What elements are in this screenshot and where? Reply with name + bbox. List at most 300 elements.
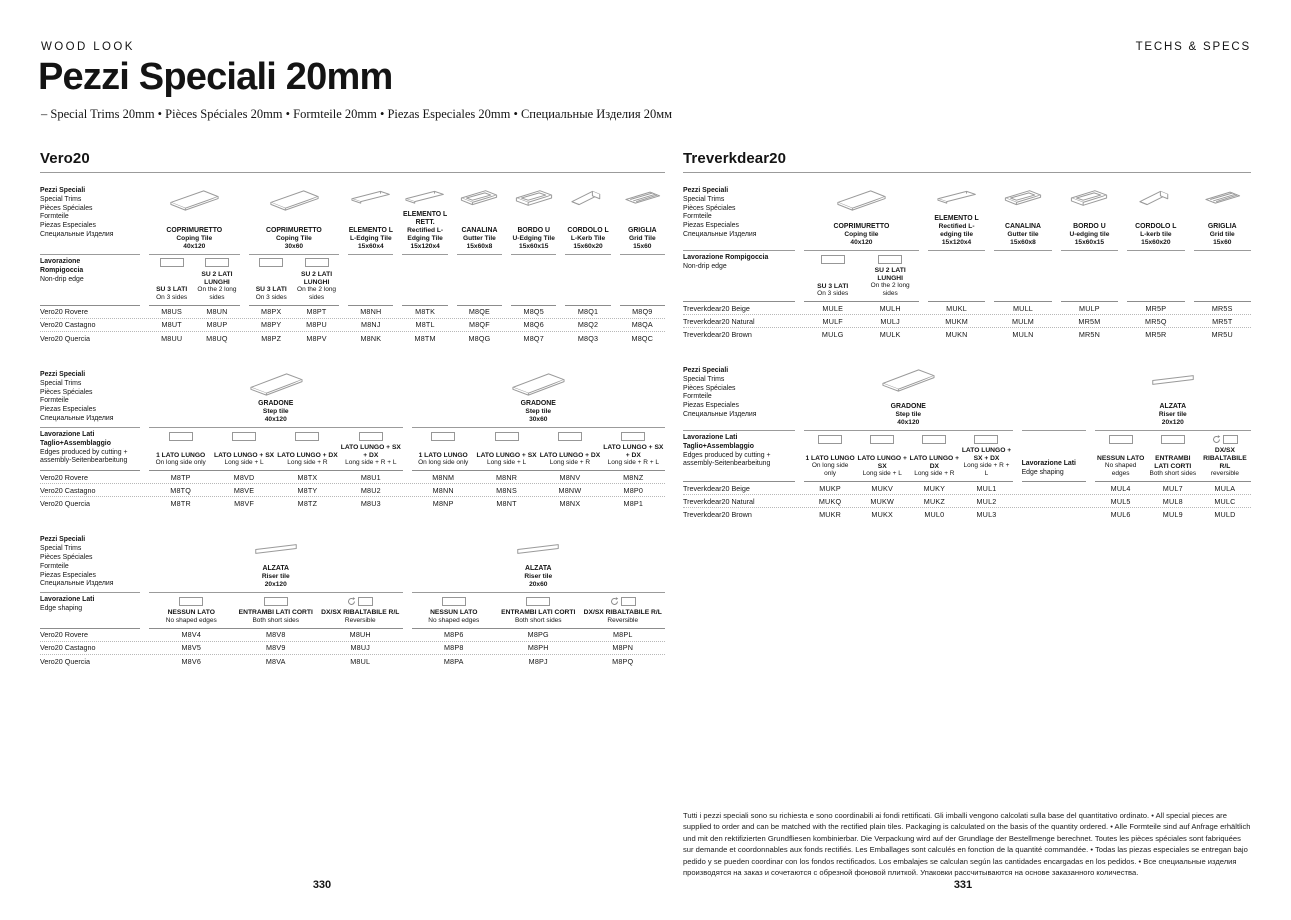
edge-plain-icon <box>259 257 283 269</box>
edge-working-label <box>40 255 140 306</box>
code-group <box>149 630 403 639</box>
product-size: 15x120x4 <box>410 242 440 250</box>
code-group <box>149 473 403 482</box>
code-group <box>457 320 502 329</box>
edge-option-sublabel: Long side + R + L <box>607 459 659 467</box>
edge-options-group <box>511 255 556 306</box>
code-group <box>928 304 985 313</box>
edge-option-label: SU 3 LATI <box>156 286 188 294</box>
edge-option <box>1095 431 1147 482</box>
code-group <box>249 320 340 329</box>
product-code: M8NJ <box>361 320 381 330</box>
code-group <box>348 320 393 329</box>
table-row <box>40 471 665 484</box>
edge-option <box>861 251 918 302</box>
product-size: 15x60x8 <box>466 242 493 250</box>
product-code: M8PA <box>443 656 464 666</box>
product-code: M8TK <box>415 307 436 317</box>
product-type-line: Piezas Especiales <box>40 222 96 230</box>
product-size: 30x60 <box>284 242 304 250</box>
product-code: M8QE <box>468 307 491 317</box>
product-code: MUL4 <box>1110 483 1131 493</box>
edge-working-label <box>40 593 140 629</box>
product-group <box>994 187 1051 251</box>
edge-option-label: LATO LUNGO + SX + DX <box>340 444 401 459</box>
product-code: M8QF <box>469 320 490 330</box>
u-edging-tile-icon <box>512 187 556 211</box>
code-group <box>511 334 556 343</box>
product-code: M8V5 <box>181 643 202 653</box>
product-code: M8NZ <box>623 472 644 482</box>
product-type-line: Pièces Spéciales <box>40 553 93 561</box>
product-name: CORDOLO L <box>567 226 609 234</box>
edge-plain-icon <box>922 433 946 445</box>
section-vero20 <box>40 150 665 668</box>
edge-option <box>511 255 556 306</box>
product-group <box>804 367 1013 431</box>
product-code: M8TY <box>297 485 318 495</box>
product-type-line: Piezas Especiales <box>40 571 96 579</box>
edge-options-group <box>149 428 403 471</box>
table-row <box>683 508 1251 521</box>
product-type-line: Special Trims <box>40 195 82 203</box>
product-group <box>1194 187 1251 251</box>
product-subname: Rectified L-Edging Tile <box>407 226 444 242</box>
product-code: M8Q7 <box>523 333 544 343</box>
vero20-tables <box>40 187 665 668</box>
edge-option <box>581 593 666 629</box>
code-group <box>1194 317 1251 326</box>
page-title: Pezzi Speciali 20mm <box>38 56 393 98</box>
edge-option-sublabel: Reversible <box>344 616 376 624</box>
edge-option-sublabel: No shaped edges <box>428 616 480 624</box>
code-group <box>402 320 447 329</box>
code-group <box>1127 330 1184 339</box>
product-name: CANALINA <box>461 226 498 234</box>
product-type-line: Pezzi Speciali <box>683 367 729 374</box>
product-code: M8NK <box>360 333 382 343</box>
edge-option <box>276 428 339 471</box>
edge-option-label: DX/SX RIBALTABILE R/L <box>583 609 662 617</box>
product-code: MUKY <box>923 483 946 493</box>
code-group <box>348 334 393 343</box>
product-size: 15x120x4 <box>941 238 972 246</box>
code-group <box>249 307 340 316</box>
product-size: 40x120 <box>850 238 873 246</box>
product-code: MUL8 <box>1162 496 1183 506</box>
edge-option-sublabel: Both short sides <box>1149 470 1197 478</box>
product-size: 15x60 <box>1213 238 1232 246</box>
product-group <box>412 371 666 428</box>
edge-option-label: NESSUN LATO <box>430 609 478 617</box>
product-code: M8TP <box>170 472 191 482</box>
product-name: ALZATA <box>524 565 552 573</box>
code-group <box>457 334 502 343</box>
product-name: GRIGLIA <box>1207 222 1237 230</box>
product-type-label <box>40 371 140 428</box>
techs-specs-label: TECHS & SPECS <box>1135 41 1251 53</box>
code-group <box>620 307 665 316</box>
u-edging-tile-icon <box>1067 187 1111 211</box>
work-label-line: Lavorazione Lati <box>40 596 95 604</box>
l-kerb-tile-icon <box>1134 187 1178 211</box>
row-product-name: Vero20 Rovere <box>40 307 88 317</box>
product-code: M8UN <box>206 307 228 317</box>
table-row <box>40 655 665 668</box>
product-code: M8VE <box>233 485 255 495</box>
product-code: MUKV <box>871 483 893 493</box>
product-code: MUKM <box>945 316 968 326</box>
product-name: GRADONE <box>520 399 556 407</box>
product-code: MULG <box>821 330 844 339</box>
product-subname: L-Kerb Tile <box>570 234 606 242</box>
edge-working-label <box>40 428 140 471</box>
product-size: 15x60x20 <box>573 242 603 250</box>
product-code: M8P0 <box>623 485 644 495</box>
table-row <box>683 302 1251 315</box>
work-label-line: Taglio+Assemblaggio <box>683 442 754 450</box>
edge-option <box>348 255 393 306</box>
product-type-line: Специальные Изделия <box>40 231 114 239</box>
product-group <box>1127 187 1184 251</box>
product-code: MUL0 <box>924 510 945 519</box>
mid-label-spacer <box>1022 367 1086 431</box>
edge-option <box>928 251 985 302</box>
code-group <box>804 304 919 313</box>
page-number-left: 330 <box>312 879 332 891</box>
edge-option-label: DX/SX RIBALTABILE R/L <box>321 609 400 617</box>
product-code: M8V9 <box>265 643 286 653</box>
edge-option-sublabel: Long side + R + L <box>963 462 1010 478</box>
work-label-line: Taglio+Assemblaggio <box>40 439 111 447</box>
edge-option <box>496 593 581 629</box>
edge-plain-icon <box>1161 433 1185 445</box>
edge-option-label: SU 2 LATI LUNGHI <box>201 270 233 286</box>
product-code: MULL <box>1013 303 1033 313</box>
edge-options-group <box>402 255 447 306</box>
row-product-name: Vero20 Quercia <box>40 499 90 509</box>
row-product-name: Treverkdear20 Natural <box>683 496 755 506</box>
edge-options-group <box>412 428 666 471</box>
edge-options-group <box>928 251 985 302</box>
work-label-line: assembly-Seitenbearbeitung <box>40 457 128 465</box>
product-code: MUL5 <box>1110 496 1131 506</box>
code-group <box>1194 304 1251 313</box>
work-label-line: Non-drip edge <box>40 275 84 283</box>
product-code: M8NN <box>432 485 454 495</box>
product-code: MULP <box>1079 303 1100 313</box>
code-group <box>402 334 447 343</box>
product-group <box>1095 367 1251 431</box>
product-subname: Gutter tile <box>1007 230 1039 238</box>
code-group <box>928 330 985 339</box>
section-treverkdear20 <box>683 150 1251 521</box>
edge-reversible-icon <box>610 595 636 607</box>
edge-option-sublabel: On long side only <box>418 459 469 467</box>
product-code: MUKX <box>871 510 893 519</box>
edge-option-sublabel: On the 2 long sides <box>870 282 910 298</box>
product-code: MULE <box>822 303 844 313</box>
edge-option-sublabel: Long side + R <box>914 470 955 478</box>
table-row <box>683 495 1251 508</box>
edge-option-label: LATO LUNGO + SX <box>213 451 275 459</box>
product-code: M8UU <box>161 333 183 343</box>
code-group <box>565 307 610 316</box>
code-group <box>1095 497 1251 506</box>
code-group <box>412 473 666 482</box>
edge-option <box>249 255 294 306</box>
spec-table-vero20-2 <box>40 371 665 510</box>
edge-working-row <box>683 431 1251 482</box>
product-code: M8VD <box>233 472 255 482</box>
product-code: M8UH <box>349 630 371 640</box>
product-group <box>457 187 502 255</box>
product-group <box>412 536 666 593</box>
product-code: M8Q1 <box>577 307 599 317</box>
code-group <box>1095 484 1251 493</box>
row-product-name: Vero20 Castagno <box>40 320 96 330</box>
product-code: M8QC <box>631 333 654 343</box>
row-product-name: Treverkdear20 Brown <box>683 510 752 519</box>
product-code: M8Q3 <box>577 333 599 343</box>
edge-option-label: 1 LATO LUNGO <box>805 454 855 462</box>
table-row <box>40 319 665 332</box>
product-type-line: Специальные Изделия <box>40 580 114 588</box>
code-group <box>804 484 1013 493</box>
product-code: MULA <box>1214 483 1236 493</box>
product-subname: Riser tile <box>261 573 290 581</box>
code-group <box>149 334 240 343</box>
table-row <box>40 497 665 510</box>
product-group <box>565 187 610 255</box>
product-subname: U-Edging Tile <box>512 234 555 242</box>
work-label-line: Lavorazione Lati <box>1021 460 1076 468</box>
product-header-row <box>40 371 665 428</box>
product-type-label <box>40 536 140 593</box>
edge-option <box>994 251 1051 302</box>
product-code: M8U1 <box>360 472 381 482</box>
edge-options-group <box>565 255 610 306</box>
edge-plain-icon <box>495 430 519 442</box>
product-subname: Riser tile <box>1158 410 1187 418</box>
product-subname: U-edging tile <box>1069 230 1110 238</box>
product-type-line: Pezzi Speciali <box>40 370 86 378</box>
edge-option <box>412 593 497 629</box>
work-label-line: Non-drip edge <box>683 262 727 270</box>
work-label-line: Lavorazione Lati <box>683 434 738 441</box>
product-group <box>620 187 665 255</box>
l-kerb-tile-icon <box>566 187 610 211</box>
product-size: 15x60 <box>633 242 652 250</box>
edge-option <box>402 255 447 306</box>
edge-option <box>412 428 475 471</box>
row-product-name: Treverkdear20 Beige <box>683 303 750 313</box>
edge-option <box>149 255 194 306</box>
code-group <box>804 317 919 326</box>
edge-option <box>620 255 665 306</box>
product-group <box>149 371 403 428</box>
product-code: M8U3 <box>360 499 381 509</box>
product-group <box>348 187 393 255</box>
product-header-row <box>40 187 665 255</box>
l-edging-tile-icon <box>403 187 447 211</box>
gutter-tile-icon <box>1001 187 1045 211</box>
product-type-label <box>683 187 795 251</box>
product-type-line: Специальные Изделия <box>683 411 757 419</box>
edge-options-group <box>620 255 665 306</box>
coping-tile-icon <box>262 187 326 216</box>
product-size: 40x120 <box>183 242 206 250</box>
edge-plain-icon <box>878 253 902 265</box>
edge-options-group <box>249 255 340 306</box>
edge-option-label: SU 3 LATI <box>817 282 849 290</box>
edge-option-label: LATO LUNGO + DX <box>909 454 960 470</box>
section-title-vero20: Vero20 <box>40 150 90 167</box>
edge-option-sublabel: Both short sides <box>252 616 300 624</box>
edge-plain-icon <box>359 430 383 442</box>
product-header-row <box>683 367 1251 431</box>
product-subname: Grid Tile <box>629 234 656 242</box>
product-code: M8PJ <box>528 656 548 666</box>
edge-working-mid-label <box>1022 431 1086 482</box>
row-product-name: Vero20 Rovere <box>40 472 88 482</box>
product-code: M8UL <box>350 656 371 666</box>
product-code: M8U2 <box>360 485 381 495</box>
edge-option-label: NESSUN LATO <box>167 609 215 617</box>
edge-option <box>1127 251 1184 302</box>
product-type-line: Piezas Especiales <box>40 406 96 414</box>
product-code: M8QA <box>631 320 653 330</box>
product-code: M8TX <box>297 472 318 482</box>
product-code: M8TQ <box>170 485 192 495</box>
product-type-line: Pièces Spéciales <box>683 384 736 392</box>
product-code: M8VF <box>234 499 255 509</box>
edge-option <box>475 428 538 471</box>
product-code: M8NR <box>495 472 518 482</box>
product-subname: Gutter Tile <box>463 234 496 242</box>
product-type-line: Piezas Especiales <box>683 222 739 230</box>
product-code: MULM <box>1012 316 1034 326</box>
product-type-line: Special Trims <box>683 195 725 203</box>
product-code: M8PZ <box>261 333 282 343</box>
riser-tile-icon <box>1141 367 1205 396</box>
product-name: ELEMENTO L <box>348 226 393 234</box>
product-code: M8UQ <box>206 333 228 343</box>
code-group <box>149 486 403 495</box>
edge-option-label: DX/SX RIBALTABILE R/L <box>1203 447 1247 470</box>
product-code: M8P8 <box>443 643 464 653</box>
edge-plain-icon <box>558 430 582 442</box>
edge-working-row <box>40 593 665 629</box>
table-row <box>40 332 665 345</box>
product-code: MULD <box>1214 510 1236 519</box>
step-tile-icon <box>496 371 580 400</box>
edge-option-sublabel: No shaped edges <box>1104 462 1137 478</box>
edge-option-label: SU 2 LATI LUNGHI <box>874 267 906 282</box>
product-size: 15x60x8 <box>1010 238 1036 246</box>
edge-option-label: 1 LATO LUNGO <box>418 451 468 459</box>
product-code: M8Q9 <box>632 307 653 317</box>
product-code: M8PU <box>306 320 327 330</box>
edge-option-label: SU 3 LATI <box>255 286 287 294</box>
edge-plain-icon <box>1109 433 1133 445</box>
edge-working-row <box>40 255 665 306</box>
row-product-name: Vero20 Castagno <box>40 485 96 495</box>
table-row <box>683 482 1251 495</box>
edge-option <box>602 428 665 471</box>
row-product-name: Treverkdear20 Natural <box>683 316 755 326</box>
code-group <box>804 510 1013 519</box>
edge-option-sublabel: Long side + R <box>549 459 591 467</box>
edge-option-sublabel: Long side + R <box>287 459 328 467</box>
product-code: M8PL <box>612 630 633 640</box>
edge-option <box>856 431 908 482</box>
edge-plain-icon <box>431 430 455 442</box>
product-name: GRIGLIA <box>627 226 657 234</box>
step-tile-icon <box>866 367 950 396</box>
product-group <box>149 536 403 593</box>
l-edging-tile-icon <box>349 187 393 211</box>
grid-tile-icon <box>1200 187 1244 211</box>
product-subname: L-kerb tile <box>1140 230 1172 238</box>
row-product-name: Vero20 Castagno <box>40 643 96 653</box>
edge-plain-icon <box>205 257 229 269</box>
row-product-name: Treverkdear20 Brown <box>683 330 752 339</box>
product-code: MULN <box>1012 330 1034 339</box>
product-subname: Step tile <box>525 407 552 415</box>
product-name: ALZATA <box>262 565 290 573</box>
step-tile-icon <box>234 371 318 400</box>
code-group <box>994 317 1051 326</box>
edge-options-group <box>149 255 240 306</box>
product-code: M8TZ <box>297 499 318 509</box>
product-code: MUL3 <box>976 510 997 519</box>
product-subname: Step tile <box>895 410 922 418</box>
edge-plain-icon <box>974 433 998 445</box>
product-code: M8QG <box>468 333 491 343</box>
edge-option-label: LATO LUNGO + SX + DX <box>603 444 664 459</box>
product-name: CORDOLO L <box>1135 222 1177 230</box>
product-code: M8PQ <box>612 656 634 666</box>
edge-option-sublabel: Reversible <box>607 616 639 624</box>
product-code: M8PV <box>306 333 327 343</box>
table-row <box>40 484 665 497</box>
edge-option <box>1199 431 1251 482</box>
edge-option <box>294 255 339 306</box>
product-code: MUL6 <box>1110 510 1131 519</box>
product-type-line: Специальные Изделия <box>683 231 757 239</box>
code-group <box>1127 304 1184 313</box>
product-type-line: Special Trims <box>40 545 82 553</box>
code-group <box>249 334 340 343</box>
product-name: COPRIMURETTO <box>266 226 322 234</box>
edge-option <box>1147 431 1199 482</box>
product-type-line: Pièces Spéciales <box>683 204 736 212</box>
product-code: MUL1 <box>976 483 997 493</box>
code-group <box>412 630 666 639</box>
edge-option-sublabel: Long side + L <box>224 459 264 467</box>
product-name: GRADONE <box>258 399 294 407</box>
product-code: MR5T <box>1212 316 1233 326</box>
edge-reversible-icon <box>1212 433 1238 445</box>
product-group <box>1061 187 1118 251</box>
product-code: MULF <box>822 316 843 326</box>
treverkdear20-tables <box>683 187 1251 521</box>
code-group <box>620 334 665 343</box>
product-group <box>928 187 985 251</box>
product-code: M8NM <box>432 472 455 482</box>
product-code: M8P1 <box>623 499 644 509</box>
